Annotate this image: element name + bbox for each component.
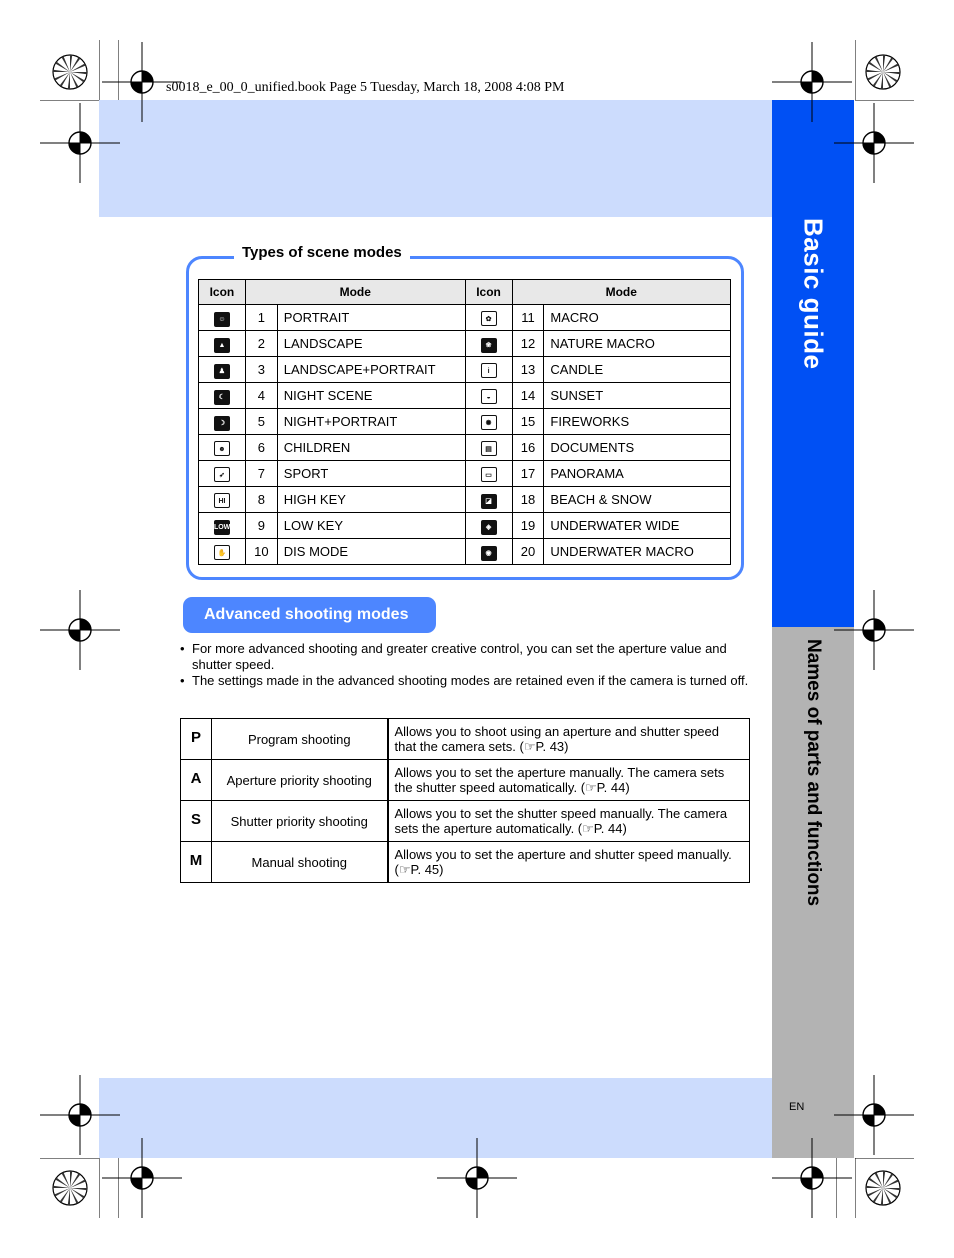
mode-name: MACRO — [544, 305, 731, 331]
fireworks-icon: ✺ — [481, 415, 497, 430]
table-row — [199, 331, 731, 357]
table-row — [199, 409, 731, 435]
panorama-icon: ▭ — [481, 467, 497, 482]
mode-name: NIGHT SCENE — [277, 383, 465, 409]
registration-crosshair — [772, 1138, 852, 1218]
footer-band — [99, 1078, 772, 1158]
mode-letter: S — [181, 801, 212, 842]
registration-crosshair — [40, 590, 120, 670]
mode-number: 9 — [245, 513, 277, 539]
table-row — [199, 487, 731, 513]
list-item: • For more advanced shooting and greater creative control, you can set the aperture value and shutter speed. — [180, 641, 750, 672]
mode-name: UNDERWATER MACRO — [544, 539, 731, 565]
low-key-icon: LOW — [214, 520, 230, 535]
mode-number: 4 — [245, 383, 277, 409]
crop-mark — [118, 1158, 119, 1218]
table-row — [181, 719, 750, 760]
beach-snow-icon: ◪ — [481, 494, 497, 509]
mode-letter: M — [181, 842, 212, 883]
header-band — [99, 100, 772, 217]
mode-name: SUNSET — [544, 383, 731, 409]
mode-number: 13 — [512, 357, 544, 383]
mode-number: 1 — [245, 305, 277, 331]
registration-star-mark — [50, 52, 90, 92]
mode-description: Allows you to set the aperture manually. The camera sets the shutter speed automatically. (☞P. 44) — [388, 760, 750, 801]
col-mode: Mode — [245, 280, 465, 305]
mode-description: Allows you to set the shutter speed manually. The camera sets the aperture automatically. (☞P. 44) — [388, 801, 750, 842]
crop-mark — [40, 100, 99, 101]
table-row — [199, 305, 731, 331]
sunset-icon: ◒ — [481, 389, 497, 404]
mode-number: 15 — [512, 409, 544, 435]
mode-name: Program shooting — [212, 719, 388, 760]
registration-star-mark — [863, 1168, 903, 1208]
mode-name: CHILDREN — [277, 435, 465, 461]
mode-name: FIREWORKS — [544, 409, 731, 435]
crop-mark — [855, 100, 914, 101]
mode-name: SPORT — [277, 461, 465, 487]
nature-macro-icon: ❀ — [481, 338, 497, 353]
registration-star-mark — [50, 1168, 90, 1208]
crop-mark — [855, 40, 856, 100]
mode-number: 12 — [512, 331, 544, 357]
col-mode: Mode — [512, 280, 731, 305]
mode-description: Allows you to shoot using an aperture and shutter speed that the camera sets. (☞P. 43) — [388, 719, 750, 760]
landscape-icon: ▲ — [214, 338, 230, 353]
mode-number: 2 — [245, 331, 277, 357]
registration-star-mark — [863, 52, 903, 92]
mode-name: PORTRAIT — [277, 305, 465, 331]
crop-mark — [99, 40, 100, 100]
print-header: s0018_e_00_0_unified.book Page 5 Tuesday, March 18, 2008 4:08 PM — [166, 80, 565, 95]
crop-mark — [836, 1158, 837, 1218]
mode-letter: A — [181, 760, 212, 801]
mode-number: 17 — [512, 461, 544, 487]
crop-mark — [855, 1158, 914, 1159]
mode-number: 19 — [512, 513, 544, 539]
mode-name: DIS MODE — [277, 539, 465, 565]
sport-icon: ➶ — [214, 467, 230, 482]
language-code: EN — [789, 1101, 805, 1113]
table-row — [199, 357, 731, 383]
mode-number: 3 — [245, 357, 277, 383]
sidebar-title-basic: Basic guide — [798, 218, 829, 370]
mode-name: LANDSCAPE+PORTRAIT — [277, 357, 465, 383]
documents-icon: ▤ — [481, 441, 497, 456]
high-key-icon: HI — [214, 493, 230, 508]
crop-mark — [40, 1158, 99, 1159]
landscape-portrait-icon: ♟ — [214, 364, 230, 379]
macro-icon: ✿ — [481, 311, 497, 326]
advanced-notes — [180, 641, 750, 690]
mode-number: 7 — [245, 461, 277, 487]
mode-number: 20 — [512, 539, 544, 565]
col-icon: Icon — [465, 280, 512, 305]
mode-name: DOCUMENTS — [544, 435, 731, 461]
crop-mark — [99, 1158, 100, 1218]
portrait-icon: ☺ — [214, 312, 230, 327]
table-row — [199, 513, 731, 539]
advanced-modes-heading: Advanced shooting modes — [183, 597, 436, 633]
mode-number: 18 — [512, 487, 544, 513]
mode-name: LANDSCAPE — [277, 331, 465, 357]
registration-crosshair — [40, 103, 120, 183]
sidebar-title-names: Names of parts and functions — [803, 639, 824, 907]
table-row — [199, 383, 731, 409]
mode-name: UNDERWATER WIDE — [544, 513, 731, 539]
list-item: • The settings made in the advanced shooting modes are retained even if the camera is turned off. — [180, 673, 750, 689]
mode-description: Allows you to set the aperture and shutter speed manually. (☞P. 45) — [388, 842, 750, 883]
mode-name: HIGH KEY — [277, 487, 465, 513]
table-row — [199, 461, 731, 487]
mode-name: BEACH & SNOW — [544, 487, 731, 513]
scene-modes-title: Types of scene modes — [234, 244, 410, 261]
mode-number: 8 — [245, 487, 277, 513]
crop-mark — [118, 40, 119, 100]
mode-letter: P — [181, 719, 212, 760]
underwater-wide-icon: ◈ — [481, 520, 497, 535]
scene-modes-table — [198, 279, 731, 565]
advanced-modes-table — [180, 718, 750, 883]
mode-name: NIGHT+PORTRAIT — [277, 409, 465, 435]
mode-number: 10 — [245, 539, 277, 565]
mode-name: Manual shooting — [212, 842, 388, 883]
night-scene-icon: ☾ — [214, 390, 230, 405]
table-row — [181, 801, 750, 842]
mode-number: 16 — [512, 435, 544, 461]
col-icon: Icon — [199, 280, 246, 305]
registration-crosshair — [437, 1138, 517, 1218]
night-portrait-icon: ☽ — [214, 416, 230, 431]
mode-number: 11 — [512, 305, 544, 331]
crop-mark — [855, 1158, 856, 1218]
table-row — [181, 760, 750, 801]
table-row — [199, 435, 731, 461]
mode-number: 14 — [512, 383, 544, 409]
mode-name: PANORAMA — [544, 461, 731, 487]
mode-name: LOW KEY — [277, 513, 465, 539]
mode-number: 5 — [245, 409, 277, 435]
mode-number: 6 — [245, 435, 277, 461]
dis-mode-icon: ✋ — [214, 545, 230, 560]
mode-name: NATURE MACRO — [544, 331, 731, 357]
mode-name: CANDLE — [544, 357, 731, 383]
mode-name: Aperture priority shooting — [212, 760, 388, 801]
underwater-macro-icon: ◉ — [481, 546, 497, 561]
table-row — [199, 539, 731, 565]
mode-name: Shutter priority shooting — [212, 801, 388, 842]
registration-crosshair — [102, 1138, 182, 1218]
candle-icon: i — [481, 363, 497, 378]
registration-crosshair — [834, 103, 914, 183]
table-row — [181, 842, 750, 883]
registration-crosshair — [834, 590, 914, 670]
children-icon: ☻ — [214, 441, 230, 456]
